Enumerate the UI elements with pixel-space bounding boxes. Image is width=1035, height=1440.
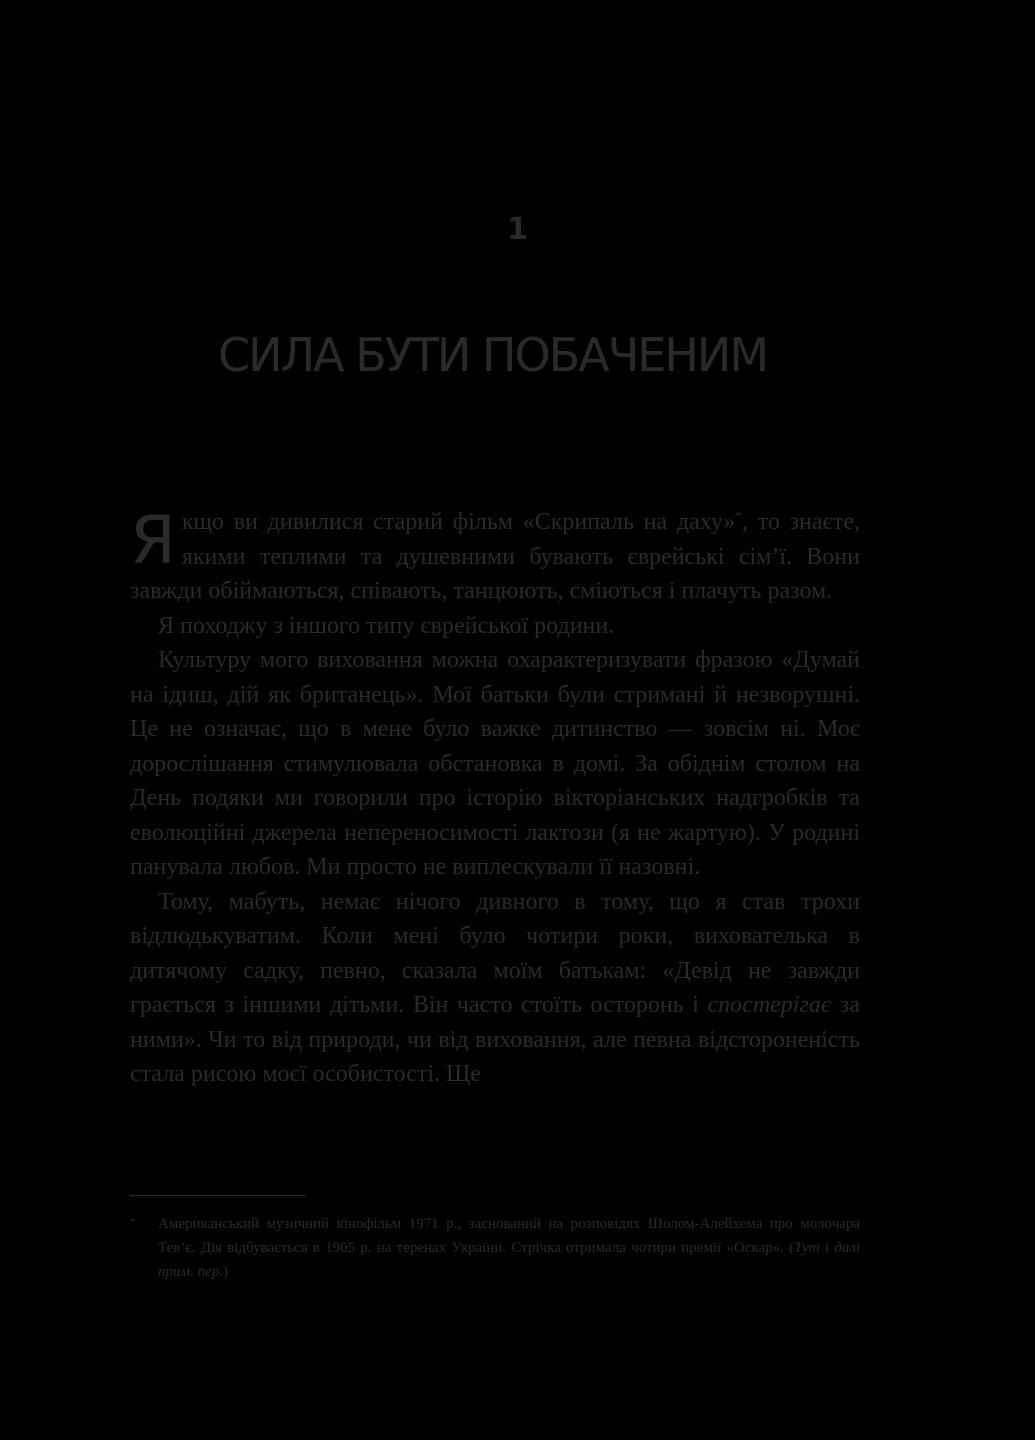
paragraph-4 bbox=[130, 885, 860, 1092]
chapter-body bbox=[130, 502, 861, 1092]
paragraph-1-text-a: кщо ви дивилися старий фільм «Скрипаль на даху» bbox=[181, 509, 736, 535]
footnote-close: ) bbox=[222, 1264, 228, 1280]
footnote-text bbox=[158, 1212, 860, 1284]
footnote-italic: Тут і далі прим. пер. bbox=[158, 1240, 860, 1280]
footnote-reference[interactable]: * bbox=[735, 508, 742, 523]
footnote-text-main: Американський музичний кінофільм 1971 р., заснований на розповідях Шолом-Алейхема про молочара Тев’є. Дія відбувається в 1905 р. на теренах України. Стрічка отримала чотири премії «Оскар». ( bbox=[158, 1216, 860, 1256]
footnote-mark: * bbox=[130, 1216, 136, 1228]
paragraph-4-text-b: за ними». Чи то від природи, чи від виховання, але певна відстороненість стала рисою моєї особистості. Ще bbox=[130, 992, 861, 1087]
paragraph-1 bbox=[130, 502, 861, 609]
footnote bbox=[130, 1212, 860, 1284]
emphasis-text: спостерігає bbox=[707, 992, 832, 1018]
footnote-divider bbox=[130, 1195, 306, 1196]
paragraph-3: Культуру мого виховання можна охарактеризувати фразою «Думай на ідиш, дій як британець». Мої батьки були стримані й незворушні. Це не означає, що в мене було важке дитинство — зовсім ні. Моє дорослішання стимулювала обстановка в домі. За обіднім столом на День подяки ми говорили про історію вікторіанських надгробків та еволюційні джерела непереносимості лактози (я не жартую). У родині панувала любов. Ми просто не виплескували її назовні. bbox=[130, 647, 860, 880]
chapter-number: 1 bbox=[507, 212, 528, 247]
paragraph-2: Я походжу з іншого типу єврейської родини. bbox=[158, 612, 615, 639]
paragraph-1-text-b: , то знаєте, якими теплими та душевними бувають єврейські сім’ї. Вони завжди обіймаються, співають, танцюють, сміються і плачуть разом. bbox=[130, 509, 861, 604]
paragraph-4-text-a: Тому, мабуть, немає нічого дивного в тому, що я став трохи відлюдькуватим. Коли мені було чотири роки, вихователька в дитячому садку, певно, сказала моїм батькам: «Девід не завжди грається з іншими дітьми. Він часто стоїть осторонь і bbox=[130, 888, 860, 1018]
drop-cap: Я bbox=[130, 502, 176, 579]
chapter-title: СИЛА БУТИ ПОБАЧЕНИМ bbox=[217, 328, 768, 382]
